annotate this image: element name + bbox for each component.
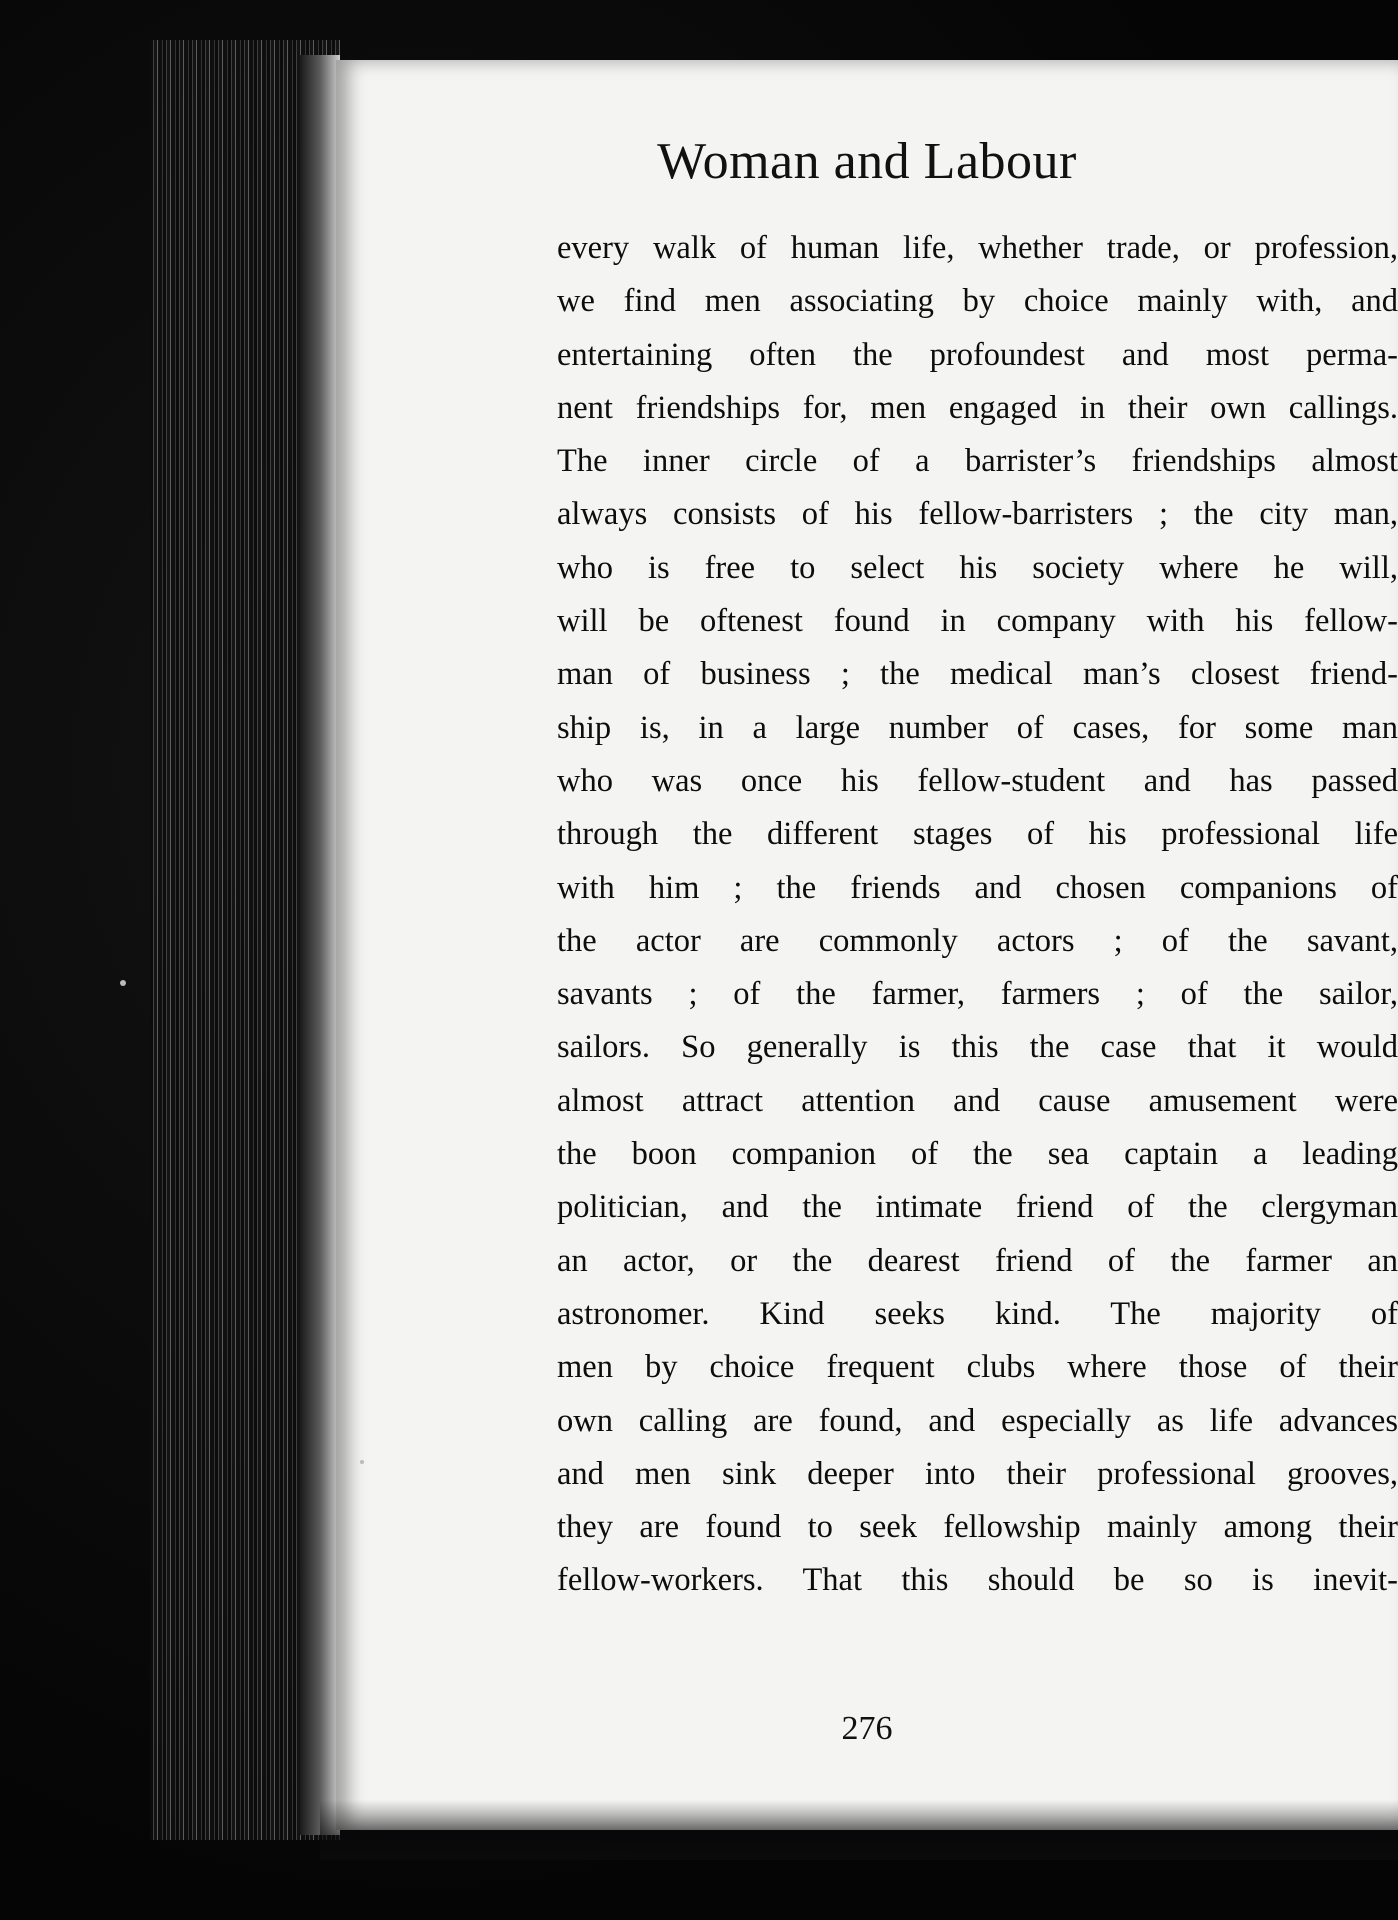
text-line: who was once his fellow-student and has passed — [557, 762, 1398, 799]
text-line: savants ; of the farmer, farmers ; of the sailor, — [557, 976, 1398, 1013]
text-line: we find men associating by choice mainly with, and — [557, 283, 1398, 320]
text-line: through the different stages of his professional life — [557, 816, 1398, 853]
text-line: will be oftenest found in company with his fellow- — [557, 603, 1398, 640]
text-line: an actor, or the dearest friend of the farmer an — [557, 1242, 1398, 1279]
text-line: with him ; the friends and chosen companions of — [557, 869, 1398, 906]
text-line: politician, and the intimate friend of the clergyman — [557, 1189, 1398, 1226]
text-line: nent friendships for, men engaged in their own callings. — [557, 389, 1398, 426]
text-line: always consists of his fellow-barristers ; the city man, — [557, 496, 1398, 533]
page-number: 276 — [841, 1710, 893, 1747]
text-line: the actor are commonly actors ; of the savant, — [557, 922, 1398, 959]
text-line: and men sink deeper into their professional grooves, — [557, 1455, 1398, 1492]
dust-speck — [360, 1460, 364, 1464]
text-line: almost attract attention and cause amusement were — [557, 1082, 1398, 1119]
running-head: Woman and Labour — [657, 133, 1077, 190]
page-bottom-shadow — [320, 1800, 1398, 1860]
text-line: astronomer. Kind seeks kind. The majority of — [557, 1295, 1398, 1332]
text-line: men by choice frequent clubs where those of their — [557, 1349, 1398, 1386]
dust-speck — [120, 980, 126, 986]
text-line: man of business ; the medical man’s closest friend- — [557, 656, 1398, 693]
text-line: the boon companion of the sea captain a leading — [557, 1136, 1398, 1173]
spine-shadow — [300, 55, 340, 1835]
text-line: who is free to select his society where he will, — [557, 549, 1398, 586]
text-line: fellow-workers. That this should be so is inevit- — [557, 1562, 1398, 1599]
text-line: they are found to seek fellowship mainly among their — [557, 1509, 1398, 1546]
text-line: entertaining often the profoundest and most perma- — [557, 336, 1398, 373]
text-line: sailors. So generally is this the case that it would — [557, 1029, 1398, 1066]
text-line: ship is, in a large number of cases, for some man — [557, 709, 1398, 746]
text-line: The inner circle of a barrister’s friendships almost — [557, 443, 1398, 480]
text-line: every walk of human life, whether trade, or profession, — [557, 230, 1398, 266]
text-line: own calling are found, and especially as life advances — [557, 1402, 1398, 1439]
body-text — [557, 222, 1398, 1608]
